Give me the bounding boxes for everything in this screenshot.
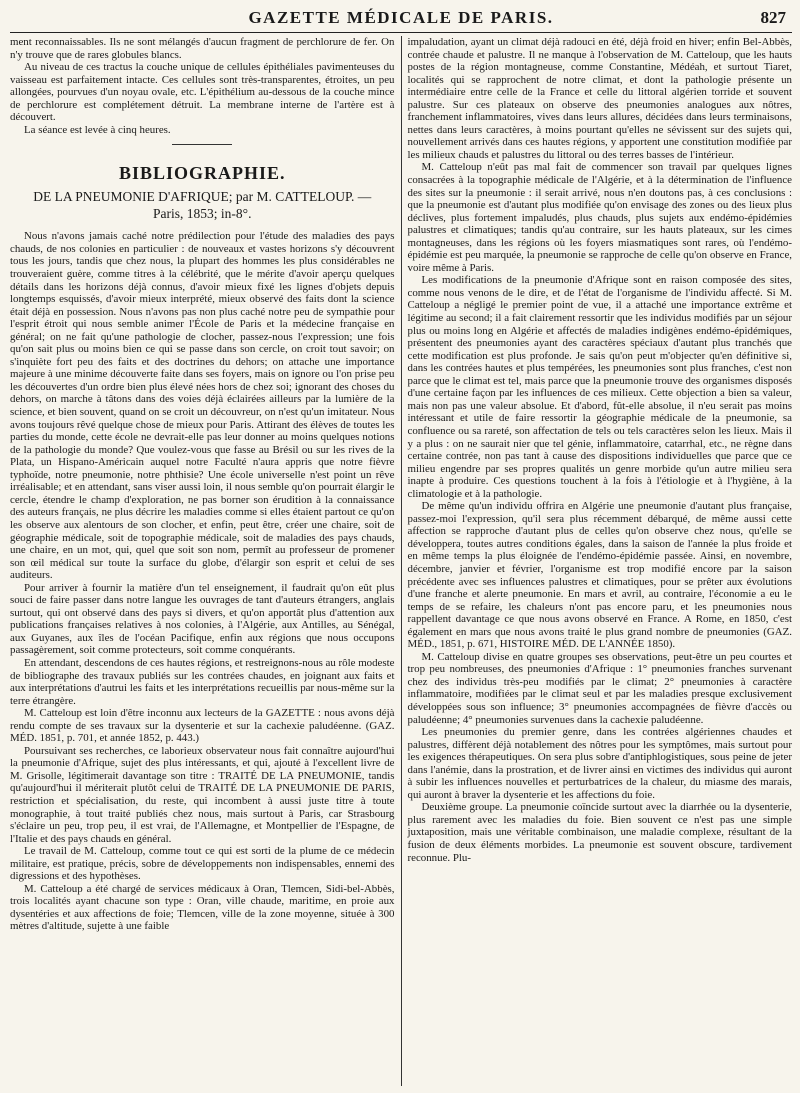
page-number: 827 [760,8,786,27]
running-header [10,6,792,33]
paragraph: impaludation, ayant un climat déjà radouci en été, déjà froid en hiver; enfin Bel-Abbès, contrée chaude et palustre. Il ne manque à l'observation de M. Catteloup, que les hauts postes de la région montagneuse, comme Constantine, Médéah, et surtout Tiaret, localités qui se rapprochent de notre climat, et dont la pathologie présente un intermédiaire entre celle de la France et celle du littoral algérien torride et souvent palustre. Sur ces plateaux on observe des pneumonies analogues aux nôtres, franchement inflammatoires, vives dans leurs allures, décidées dans leurs terminaisons, nettes dans leurs caractères, à moins pourtant qu'elles ne sévissent sur des sujets qui, nouvellement arrivés dans ces hautes régions, y apportent une constitution modifiée par les milieux chauds et palustres du littoral ou des terres basses de l'intérieur. [407,36,792,161]
paragraph: Poursuivant ses recherches, ce laborieux observateur nous fait connaître aujourd'hui la pneumonie d'Afrique, sujet des plus intéressants, et qui, ajouté à l'excellent livre de M. Grisolle, légitimerait davantage son titre : TRAITÉ DE LA PNEUMONIE, tandis qu'aujourd'hui il mériterait plutôt celui de TRAITÉ DE LA PNEUMONIE DE PARIS, restriction et spécialisation, du reste, qui incombent à aussi juste titre à toute monographie, à tout traité publiés chez nous, mais surtout à Paris, car Strasbourg s'éclaire un peu, trop peu, il est vrai, de l'Allemagne, et Montpellier de l'Espagne, de l'Italie et des pays chauds en général. [10,744,395,845]
paragraph: La séance est levée à cinq heures. [24,123,171,136]
left-column [10,36,401,1086]
right-column [402,36,793,1086]
paragraph: Pour arriver à fournir la matière d'un tel enseignement, il faudrait qu'on eût plus souci de faire passer dans notre langue les ouvrages de tant d'auteurs étrangers, anglais surtout, qui ont observé dans des pays si divers, et qu'on apportât plus d'attention aux publications françaises relatives à nos colonies, à l'Algérie, aux Antilles, au Sénégal, aux Guyanes, aux îles de l'océan Pacifique, enfin aux régions que nous occupons passagèrement, soit comme protecteurs, soit comme conquérants. [10,581,395,657]
paragraph: Les modifications de la pneumonie d'Afrique sont en raison composée des sites, comme nous venons de le dire, et de l'état de l'organisme de l'individu affecté. Si M. Catteloup a négligé le premier point de vue, il a attaché une importance extrême et légitime au second; il a fait clairement ressortir que les individus modifiés par un séjour plus ou moins long en Algérie et affectés de maladies indigènes endémo-épidémiques, présentent des pneumonies ayant des caractères spéciaux d'autant plus tranchés que cette modification est plus profonde. Je sais qu'on peut m'objecter qu'en définitive si, dans les contrées hautes et plus tempérées, les pneumonies sont plus franches, c'est non parce que le climat est tel, mais parce que la pneumonie trouve des organismes disposés d'une certaine façon par les influences de ces milieux. Cette objection a bien sa valeur, mais non pas une valeur absolue. Et d'abord, fût-elle absolue, il n'eu serait pas moins intéressant et utile de faire ressortir la géographie médicale de la pneumonie, sa confluence ou sa rareté, son affectation de tels ou tels caractères selon les lieux. Mais il y a plus : on ne saurait nier que tel génie, inflammatoire, catarrhal, etc., ne règne dans certaine contrée, non pas tant à cause des dispositions individuelles que parce que ce milieu engendre par ses propres qualités un genre morbide qu'un autre milieu sera inapte à produire. Ces questions touchent à la fois à l'étiologie et à l'hygiène, à la climatologie et à la pathologie. [407,274,792,500]
paragraph: M. Catteloup est loin d'être inconnu aux lecteurs de la GAZETTE : nous avons déjà rendu compte de ses travaux sur la dysenterie et sur la cachexie paludéenne. (GAZ. MÉD. 1851, p. 701, et année 1852, p. 443.) [10,707,395,745]
paragraph: De même qu'un individu offrira en Algérie une pneumonie d'autant plus française, passez-moi l'expression, qu'il sera plus récemment débarqué, de même aussi cette affection se rapproche d'autant plus de celles qu'on observe chez nous, qu'elle se développera, toutes autres conditions égales, dans la saison de l'année la plus froide et en même temps la plus éloignée de l'endémo-épidémie passée. Ainsi, en novembre, décembre, janvier et février, l'organisme est trop modifié encore par la saison précédente avec ses influences palustres et climatiques, pour se prêter aux évolutions d'une franche et alerte pneumonie. En mars et avril, au contraire, l'économie a eu le temps de se refaire, les chaleurs n'ont pas encore paru, et les pneumonies nous rappellent davantage ce que nous avons observé en France. A Rome, en 1850, c'est également en mars que nous avons traité le plus grand nombre de pneumonies (GAZ. MÉD., 1851, p. 671, HISTOIRE MÉD. DE L'ANNÉE 1850). [407,500,792,651]
paragraph: M. Catteloup n'eût pas mal fait de commencer son travail par quelques lignes consacrées à la topographie médicale de l'Algérie, et à la détermination de l'influence des sites sur la pneumonie : il serait arrivé, nous n'en doutons pas, à ces conclusions : que la pneumonie est d'autant plus modifiée qu'on envisage des zones ou des lieux plus déclives, plus fortement impaludés, plus chauds, plus sujets aux endémo-épidémies palustres et climatiques; tandis qu'au contraire, sur les hauts plateaux, sur les cimes montagneuses, dans les régions où les foyers miasmatiques sont rares, où l'endémo-épidémie est peu marquée, la pneumonie se rapproche de celle qu'on observe en France, voire même à Paris. [407,161,792,274]
section-heading: BIBLIOGRAPHIE. [118,163,286,184]
separator-rule [172,144,232,145]
paragraph: Nous n'avons jamais caché notre prédilection pour l'étude des maladies des pays chauds, de nos colonies en particulier : de nouveaux et vastes horizons s'y découvrent tous les jours, tandis que chez nous, la plupart des hommes les plus considérables ne trouveraient guère, comme titres à la célébrité, que le mérite d'avoir aperçu quelques détails dans les horizons déjà connus, d'avoir mieux fixé les lignes d'objets depuis longtemps esquissés, d'avoir mieux interprété, mieux observé des faits dont la science était déjà en possession. Nous n'avons pas non plus caché notre peu de sympathie pour l'esprit étroit qui nous semble animer l'École de Paris et la médecine française en général; on ne fait qu'une pathologie de clocher, passez-nous l'expression; une fois qu'on sait plus ou moins bien ce qui se passe dans son cercle, on croit tout savoir; on s'inquiète fort peu des faits et des doctrines du dehors; on attache une importance majeure à une minime découverte faite dans ses foyers, mais on ignore ou l'on prise peu les découvertes d'un ordre bien plus élevé nées hors de chez soi; ignorant des choses du dehors, on marche à tâtons dans des voies déjà éclairées ailleurs par la lumière de la science, et bien souvent, quand on se croit un découvreur, on n'est qu'un imitateur. Nous avons toujours rêvé quelque chose de mieux pour Paris. Attirant des élèves de toutes les parties du monde, cette école ne devrait-elle pas leur donner au moins quelques notions de la pathologie du monde? Que voulez-vous que fasse au Brésil ou sur les rives de la Plata, un Hispano-Américain auquel notre Faculté n'aura appris que notre fièvre typhoïde, notre pneumonie, notre phthisie? Une école universelle n'est point un rêve irréalisable; et en attendant, sans viser aussi loin, il nous semble qu'on pourrait élargir le cercle, étendre le champ d'exploration, ne pas borner son érudition à la connaissance des auteurs français, ne plus décrire les maladies comme si elles étaient partout ce qu'on les observe aux alentours de son clocher, et enfin, peut être, créer une chaire, soit de géographie médicale, soit de topographie médicale, soit de maladies des pays chauds, une chaire, en un mot, qui, quel que soit son nom, permît au professeur de promener son œil médical sur toute la surface du globe, d'élargir son esprit et celui de ses auditeurs. [10,230,395,582]
paragraph: ment reconnaissables. Ils ne sont mélangés d'aucun fragment de perchlorure de fer. On n'y trouve que de rares globules blancs. [10,36,395,61]
journal-title: GAZETTE MÉDICALE DE PARIS. [248,8,554,27]
article-title-line: DE LA PNEUMONIE D'AFRIQUE; par M. CATTELOUP. — [33,189,372,205]
paragraph: Les pneumonies du premier genre, dans les contrées algériennes chaudes et palustres, diffèrent déjà notablement des nôtres pour les symptômes, mais surtout pour les exigences thérapeutiques. On sera plus sobre d'antiphlogistiques, sous peine de jeter dans l'anémie, dans la prostration, et de livrer ainsi en victimes des individus qui auront à subir les influences nouvelles et perturbatrices de la chaleur, du miasme des marais, qui auront à braver la dysenterie et les affections du foie. [407,726,792,801]
two-column-body [10,36,792,1086]
paragraph: En attendant, descendons de ces hautes régions, et restreignons-nous au rôle modeste de bibliographe des travaux publiés sur les contrées chaudes, en joignant aux faits et aux interprétations d'autrui les faits et les interprétations recueillis par nous-même sur la terre étrangère. [10,656,395,707]
article-title-line: Paris, 1853; in-8°. [153,206,252,222]
paragraph: Deuxième groupe. La pneumonie coïncide surtout avec la diarrhée ou la dysenterie, plus rarement avec les maladies du foie. Bien souvent ce n'est pas une simple juxtaposition, mais une véritable combinaison, une maladie complexe, résultant de la fusion de deux éléments morbides. La pneumonie est souvent obscure, tardivement reconnue. Plu- [407,801,792,864]
paragraph: M. Catteloup a été chargé de services médicaux à Oran, Tlemcen, Sidi-bel-Abbès, trois localités ayant chacune son type : Oran, ville chaude, maritime, en proie aux dysentéries et aux affections de foie; Tlemcen, ville de la zone moyenne, située à 300 mètres d'altitude, sujette à une faible [10,882,395,933]
paragraph: Le travail de M. Catteloup, comme tout ce qui est sorti de la plume de ce médecin militaire, est pratique, précis, sobre de développements non indispensables, ennemi des digressions et des hypothèses. [10,845,395,883]
article-title [10,188,395,222]
paragraph: Au niveau de ces tractus la couche unique de cellules épithéliales pavimenteuses du vaisseau est parfaitement intacte. Ces cellules sont très-transparentes, étroites, un peu allongées, pourvues d'un noyau ovale, etc. L'épithélium au-dessous de la couche mince de perchlorure est complétement détruit. La membrane interne de l'artère est à découvert. [10,61,395,124]
paragraph: M. Catteloup divise en quatre groupes ses observations, peut-être un peu courtes et trop peu nombreuses, des pneumonies d'Afrique : 1° pneumonies franches survenant chez des individus très-peu modifiés par le climat; 2° pneumonies à caractère inflammatoire, modifiées par le climat seul et par les maladies presque exclusivement développées sous son influence; 3° pneumonies accompagnées de fièvre d'accès ou paludéenne; 4° pneumonies survenues dans la cachexie paludéenne. [407,650,792,726]
